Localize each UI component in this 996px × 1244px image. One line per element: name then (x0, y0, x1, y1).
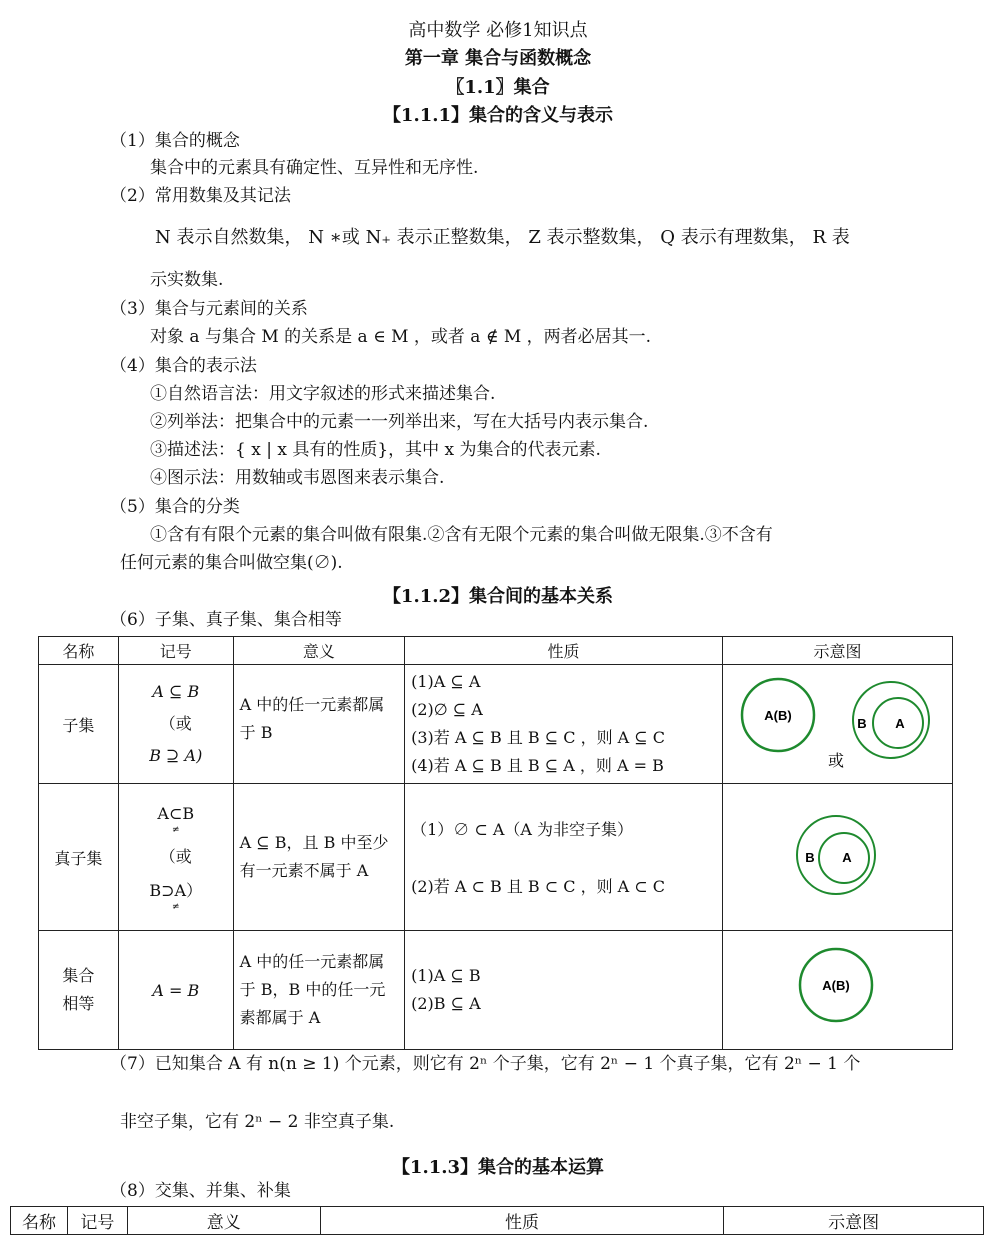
not-equal-mark: ≠ (171, 825, 180, 835)
item5-line2: 任何元素的集合叫做空集(∅). (120, 553, 343, 573)
item7-line1: （7）已知集合 A 有 n(n ≥ 1) 个元素，则它有 2ⁿ 个子集，它有 2ⁿ − 1 个真子集，它有 2ⁿ − 1 个 (110, 1054, 861, 1074)
venn-subset-diagram (723, 665, 952, 779)
property-line: (2)∅ ⊆ A (411, 700, 483, 719)
item7-line2: 非空子集，它有 2ⁿ − 2 非空真子集. (120, 1112, 395, 1132)
item4-description: ③描述法：{ x | x 具有的性质}，其中 x 为集合的代表元素. (150, 440, 601, 460)
symbol-line: （或 (159, 714, 192, 733)
row-symbol (118, 784, 233, 931)
item2-title: （2）常用数集及其记法 (110, 186, 291, 206)
row-name: 集合相等 (39, 931, 119, 1050)
header-property: 性质 (320, 1207, 724, 1235)
venn-equal-diagram (723, 931, 952, 1045)
table-header-row (11, 1207, 984, 1235)
header-meaning: 意义 (233, 637, 404, 665)
header-symbol: 记号 (118, 637, 233, 665)
item4-title: （4）集合的表示法 (110, 356, 257, 376)
table-row (39, 665, 953, 784)
subsection-title-3: 【1.1.3】集合的基本运算 (391, 1157, 605, 1178)
item1-title: （1）集合的概念 (110, 131, 240, 151)
row-meaning: A 中的任一元素都属于 B，B 中的任一元素都属于 A (233, 931, 404, 1050)
table-row (39, 784, 953, 931)
property-line: (4)若 A ⊆ B 且 B ⊆ A ，则 A = B (411, 756, 664, 775)
property-line: (2)B ⊆ A (411, 994, 481, 1013)
item4-natural-language: ①自然语言法：用文字叙述的形式来描述集合. (150, 384, 496, 404)
item2-line2: 示实数集. (150, 270, 224, 290)
venn-label-a: A (842, 850, 852, 865)
item5-title: （5）集合的分类 (110, 497, 240, 517)
property-line: (2)若 A ⊂ B 且 B ⊂ C ，则 A ⊂ C (411, 877, 666, 896)
venn-label-b: B (857, 716, 867, 731)
venn-proper-subset-diagram (723, 784, 952, 926)
set-operations-table (10, 1206, 984, 1235)
row-symbol: A = B (118, 931, 233, 1050)
header-symbol: 记号 (67, 1207, 127, 1235)
row-name: 真子集 (39, 784, 119, 931)
item5-line1: ①含有有限个元素的集合叫做有限集.②含有无限个元素的集合叫做无限集.③不含有 (150, 525, 773, 545)
venn-or-label: 或 (827, 751, 844, 770)
subset-relations-table (38, 636, 953, 1050)
item3-title: （3）集合与元素间的关系 (110, 299, 308, 319)
subsection-title-1: 【1.1.1】集合的含义与表示 (382, 105, 614, 126)
header-name: 名称 (39, 637, 119, 665)
row-meaning: A ⊆ B，且 B 中至少有一元素不属于 A (233, 784, 404, 931)
document-title: 高中数学 必修1知识点 (408, 20, 588, 41)
property-line: （1）∅ ⊂ A（A 为非空子集） (411, 820, 634, 839)
chapter-title: 第一章 集合与函数概念 (404, 48, 592, 69)
symbol-line: B ⊇ A) (149, 746, 203, 765)
venn-label-ab: A(B) (822, 978, 850, 993)
row-properties (405, 784, 723, 931)
item4-diagram: ④图示法：用数轴或韦恩图来表示集合. (150, 468, 445, 488)
table-header-row (39, 637, 953, 665)
row-diagram (722, 665, 952, 784)
not-equal-mark: ≠ (171, 902, 180, 912)
row-properties (405, 931, 723, 1050)
property-line: (1)A ⊆ A (411, 672, 481, 691)
item6-title: （6）子集、真子集、集合相等 (110, 610, 342, 630)
property-line: (3)若 A ⊆ B 且 B ⊆ C ，则 A ⊆ C (411, 728, 666, 747)
item1-text: 集合中的元素具有确定性、互异性和无序性. (150, 158, 479, 178)
section-title: 〖1.1〗集合 (446, 77, 550, 98)
symbol-line: （或 (159, 847, 192, 866)
venn-label-b: B (805, 850, 815, 865)
property-line: (1)A ⊆ B (411, 966, 481, 985)
subsection-title-2: 【1.1.2】集合间的基本关系 (382, 586, 614, 607)
header-diagram: 示意图 (722, 637, 952, 665)
row-symbol (118, 665, 233, 784)
item8-title: （8）交集、并集、补集 (110, 1181, 291, 1201)
symbol-line: B⊃A） (149, 881, 203, 900)
venn-label-a: A (895, 716, 905, 731)
item4-enumeration: ②列举法：把集合中的元素一一列举出来，写在大括号内表示集合. (150, 412, 649, 432)
row-name: 子集 (39, 665, 119, 784)
item2-line1: N 表示自然数集， N ∗或 N₊ 表示正整数集， Z 表示整数集， Q 表示有理数集， R 表 (155, 227, 850, 248)
table-row (39, 931, 953, 1050)
symbol-line: A ⊆ B (152, 682, 200, 701)
header-name: 名称 (11, 1207, 68, 1235)
item3-text: 对象 a 与集合 M 的关系是 a ∈ M ，或者 a ∉ M ，两者必居其一. (150, 327, 652, 347)
row-diagram (722, 931, 952, 1050)
header-meaning: 意义 (127, 1207, 320, 1235)
venn-label-ab: A(B) (764, 708, 792, 723)
header-diagram: 示意图 (724, 1207, 984, 1235)
symbol-line: A⊂B (157, 804, 195, 823)
row-properties (405, 665, 723, 784)
header-property: 性质 (405, 637, 723, 665)
row-diagram (722, 784, 952, 931)
row-meaning: A 中的任一元素都属于 B (233, 665, 404, 784)
